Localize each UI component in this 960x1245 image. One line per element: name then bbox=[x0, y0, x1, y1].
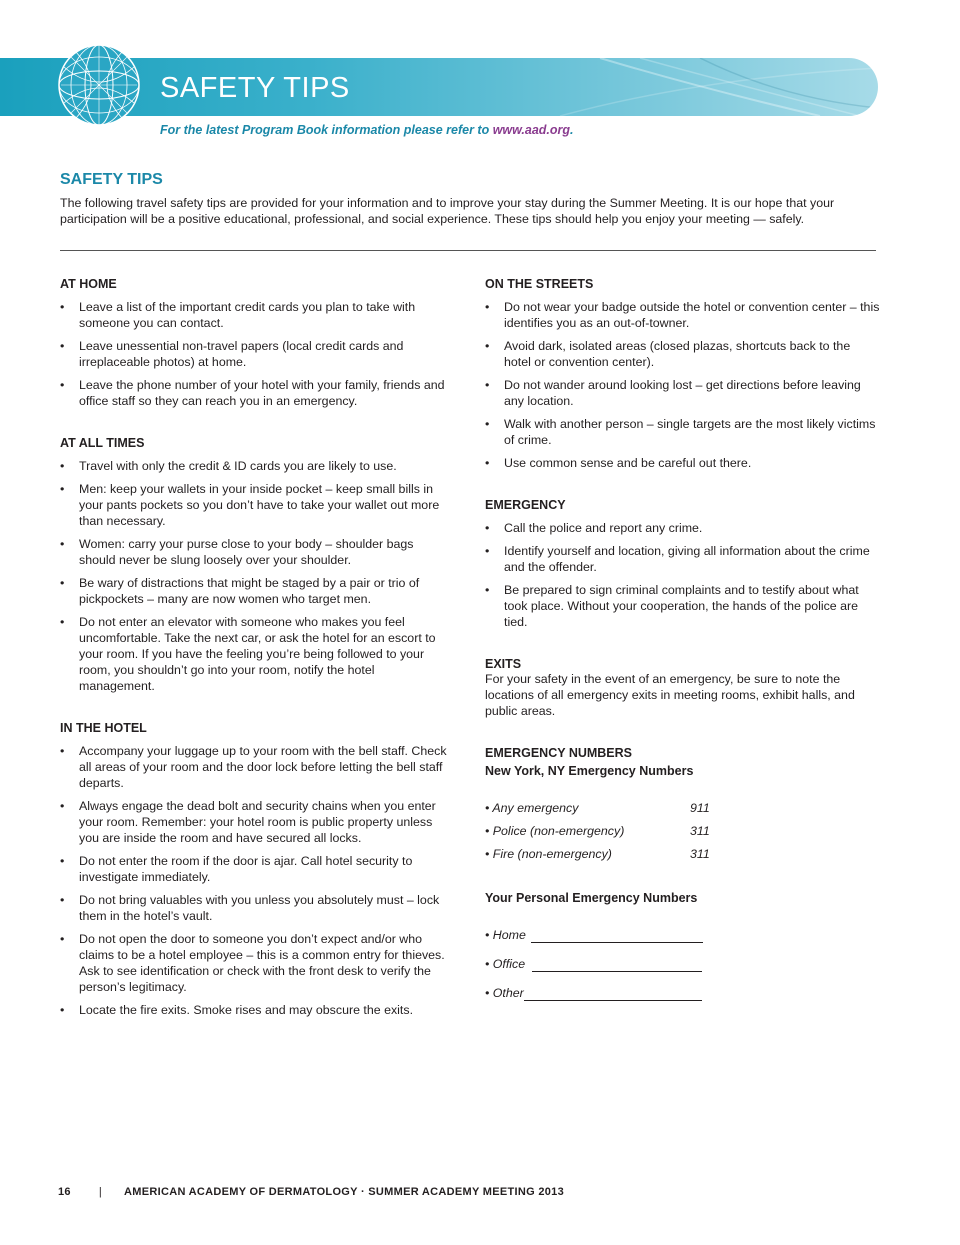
bullet-icon: • bbox=[60, 799, 65, 813]
at-all-times-heading: AT ALL TIMES bbox=[60, 436, 145, 450]
emergency-numbers-subtitle: New York, NY Emergency Numbers bbox=[485, 764, 694, 778]
bullet-icon: • bbox=[60, 459, 65, 473]
list-item bbox=[485, 582, 880, 630]
bullet-icon: • bbox=[485, 583, 490, 597]
other-label: • Other bbox=[485, 986, 524, 1000]
list-item bbox=[60, 299, 450, 331]
in-the-hotel-heading: IN THE HOTEL bbox=[60, 721, 147, 735]
list-item-text: Women: carry your purse close to your body – shoulder bags should never be slung loosely over your shoulder. bbox=[79, 537, 414, 567]
bullet-icon: • bbox=[60, 576, 65, 590]
bullet-icon: • bbox=[60, 932, 65, 946]
personal-number-row-other bbox=[485, 985, 880, 1001]
intro-paragraph: The following travel safety tips are provided for your information and to improve your stay during the Summer Meeting. It is our hope that your participation will be a positive educational, professional, and social experience. These tips should help you enjoy your meeting — safely. bbox=[60, 196, 835, 226]
list-item-text: Travel with only the credit & ID cards you are likely to use. bbox=[79, 459, 397, 473]
aad-website-link[interactable]: www.aad.org bbox=[492, 123, 571, 137]
list-item-text: Identify yourself and location, giving all information about the crime and the offender. bbox=[504, 544, 870, 574]
footer-separator: | bbox=[98, 1186, 103, 1198]
emergency-number-label: • Fire (non-emergency) bbox=[485, 847, 612, 861]
list-item-text: Walk with another person – single targets are the most likely victims of crime. bbox=[504, 417, 876, 447]
at-home-heading: AT HOME bbox=[60, 277, 117, 291]
exits-paragraph: For your safety in the event of an emergency, be sure to note the locations of all emergency exits in meeting rooms, exhibit halls, and public areas. bbox=[485, 672, 855, 718]
list-item bbox=[485, 338, 880, 370]
list-item bbox=[60, 338, 450, 370]
page-footer bbox=[58, 1186, 564, 1198]
program-book-info bbox=[160, 123, 574, 137]
bullet-icon: • bbox=[60, 1003, 65, 1017]
bullet-icon: • bbox=[485, 417, 490, 431]
list-item-text: Leave a list of the important credit cards you plan to take with someone you can contact. bbox=[79, 300, 416, 330]
bullet-icon: • bbox=[485, 544, 490, 558]
list-item-text: Do not wear your badge outside the hotel or convention center – this identifies you as an out-of-towner. bbox=[504, 300, 880, 330]
info-suffix: . bbox=[570, 123, 574, 137]
list-item-text: Always engage the dead bolt and security chains when you enter your room. Remember: your hotel room is public property unless you are inside the room and have secured all locks. bbox=[79, 799, 436, 845]
bullet-icon: • bbox=[60, 744, 65, 758]
bullet-icon: • bbox=[485, 378, 490, 392]
emergency-number-row bbox=[485, 800, 880, 816]
list-item bbox=[60, 892, 450, 924]
bullet-icon: • bbox=[60, 378, 65, 392]
list-item-text: Use common sense and be careful out there. bbox=[504, 456, 752, 470]
list-item bbox=[60, 536, 450, 568]
page-number: 16 bbox=[58, 1186, 71, 1198]
emergency-number-label: • Police (non-emergency) bbox=[485, 824, 625, 838]
globe-logo-icon bbox=[56, 42, 142, 128]
left-column bbox=[60, 277, 450, 1045]
bullet-icon: • bbox=[60, 339, 65, 353]
bullet-icon: • bbox=[60, 482, 65, 496]
emergency-heading: EMERGENCY bbox=[485, 498, 566, 512]
emergency-numbers-heading: EMERGENCY NUMBERS bbox=[485, 746, 633, 760]
list-item-text: Do not enter an elevator with someone who makes you feel uncomfortable. Take the next car, or ask the hotel for an escort to your room. If you have the feeling you’re being followed to your room, you shouldn’t go into your room, notify the hotel management. bbox=[79, 615, 436, 693]
bullet-icon: • bbox=[485, 300, 490, 314]
emergency-number-value: 311 bbox=[690, 847, 710, 861]
at-home-list bbox=[60, 299, 450, 409]
bullet-icon: • bbox=[60, 615, 65, 629]
list-item-text: Do not wander around looking lost – get directions before leaving any location. bbox=[504, 378, 861, 408]
at-all-times-list bbox=[60, 458, 450, 694]
list-item bbox=[60, 481, 450, 529]
banner-title: SAFETY TIPS bbox=[160, 72, 350, 104]
list-item-text: Do not open the door to someone you don’t expect and/or who claims to be a hotel employee – this is a common entry for thieves. Ask to see identification or check with the front desk to verify the person’s legitimacy. bbox=[79, 932, 445, 994]
info-prefix: For the latest Program Book information please refer to bbox=[160, 123, 493, 137]
list-item bbox=[60, 575, 450, 607]
list-item bbox=[60, 1002, 450, 1018]
list-item-text: Accompany your luggage up to your room with the bell staff. Check all areas of your room and the door lock before letting the bell staff departs. bbox=[79, 744, 447, 790]
list-item-text: Be prepared to sign criminal complaints and to testify about what took place. Without your cooperation, the hands of the police are tied. bbox=[504, 583, 859, 629]
list-item bbox=[485, 416, 880, 448]
on-the-streets-heading: ON THE STREETS bbox=[485, 277, 594, 291]
section-title: SAFETY TIPS bbox=[60, 171, 163, 188]
list-item bbox=[60, 931, 450, 995]
emergency-list bbox=[485, 520, 880, 630]
list-item-text: Leave unessential non-travel papers (local credit cards and irreplaceable photos) at home. bbox=[79, 339, 404, 369]
bullet-icon: • bbox=[485, 456, 490, 470]
list-item bbox=[485, 543, 880, 575]
list-item-text: Locate the fire exits. Smoke rises and may obscure the exits. bbox=[79, 1003, 414, 1017]
list-item-text: Men: keep your wallets in your inside pocket – keep small bills in your pants pockets so you don’t have to take your wallet out more than necessary. bbox=[79, 482, 440, 528]
footer-text: AMERICAN ACADEMY OF DERMATOLOGY · SUMMER ACADEMY MEETING 2013 bbox=[124, 1186, 565, 1198]
office-label: • Office bbox=[485, 957, 526, 971]
home-label: • Home bbox=[485, 928, 526, 942]
office-blank-line[interactable] bbox=[532, 960, 702, 972]
bullet-icon: • bbox=[60, 893, 65, 907]
list-item bbox=[485, 520, 880, 536]
divider bbox=[60, 250, 876, 251]
list-item bbox=[485, 455, 880, 471]
emergency-number-value: 911 bbox=[690, 801, 710, 815]
exits-heading: EXITS bbox=[485, 657, 522, 671]
list-item-text: Do not bring valuables with you unless you absolutely must – lock them in the hotel’s vault. bbox=[79, 893, 440, 923]
bullet-icon: • bbox=[485, 339, 490, 353]
in-the-hotel-list bbox=[60, 743, 450, 1018]
list-item bbox=[60, 798, 450, 846]
list-item bbox=[60, 853, 450, 885]
emergency-number-row bbox=[485, 846, 880, 862]
bullet-icon: • bbox=[60, 854, 65, 868]
personal-numbers-heading: Your Personal Emergency Numbers bbox=[485, 891, 698, 905]
list-item-text: Avoid dark, isolated areas (closed plazas, shortcuts back to the hotel or convention center). bbox=[504, 339, 851, 369]
bullet-icon: • bbox=[60, 537, 65, 551]
emergency-number-label: • Any emergency bbox=[485, 801, 579, 815]
personal-number-row-office bbox=[485, 956, 880, 972]
emergency-number-value: 311 bbox=[690, 824, 710, 838]
bullet-icon: • bbox=[60, 300, 65, 314]
personal-number-row-home bbox=[485, 927, 880, 943]
other-blank-line[interactable] bbox=[524, 989, 702, 1001]
list-item bbox=[60, 377, 450, 409]
on-the-streets-list bbox=[485, 299, 880, 471]
home-blank-line[interactable] bbox=[531, 931, 703, 943]
list-item-text: Leave the phone number of your hotel with your family, friends and office staff so they can reach you in an emergency. bbox=[79, 378, 445, 408]
list-item-text: Do not enter the room if the door is ajar. Call hotel security to investigate immediately. bbox=[79, 854, 413, 884]
list-item bbox=[485, 299, 880, 331]
list-item bbox=[60, 614, 450, 694]
list-item bbox=[60, 458, 450, 474]
bullet-icon: • bbox=[485, 521, 490, 535]
emergency-number-row bbox=[485, 823, 880, 839]
list-item bbox=[60, 743, 450, 791]
list-item-text: Be wary of distractions that might be staged by a pair or trio of pickpockets – many are now women who target men. bbox=[79, 576, 420, 606]
list-item-text: Call the police and report any crime. bbox=[504, 521, 703, 535]
right-column bbox=[485, 277, 880, 1014]
list-item bbox=[485, 377, 880, 409]
